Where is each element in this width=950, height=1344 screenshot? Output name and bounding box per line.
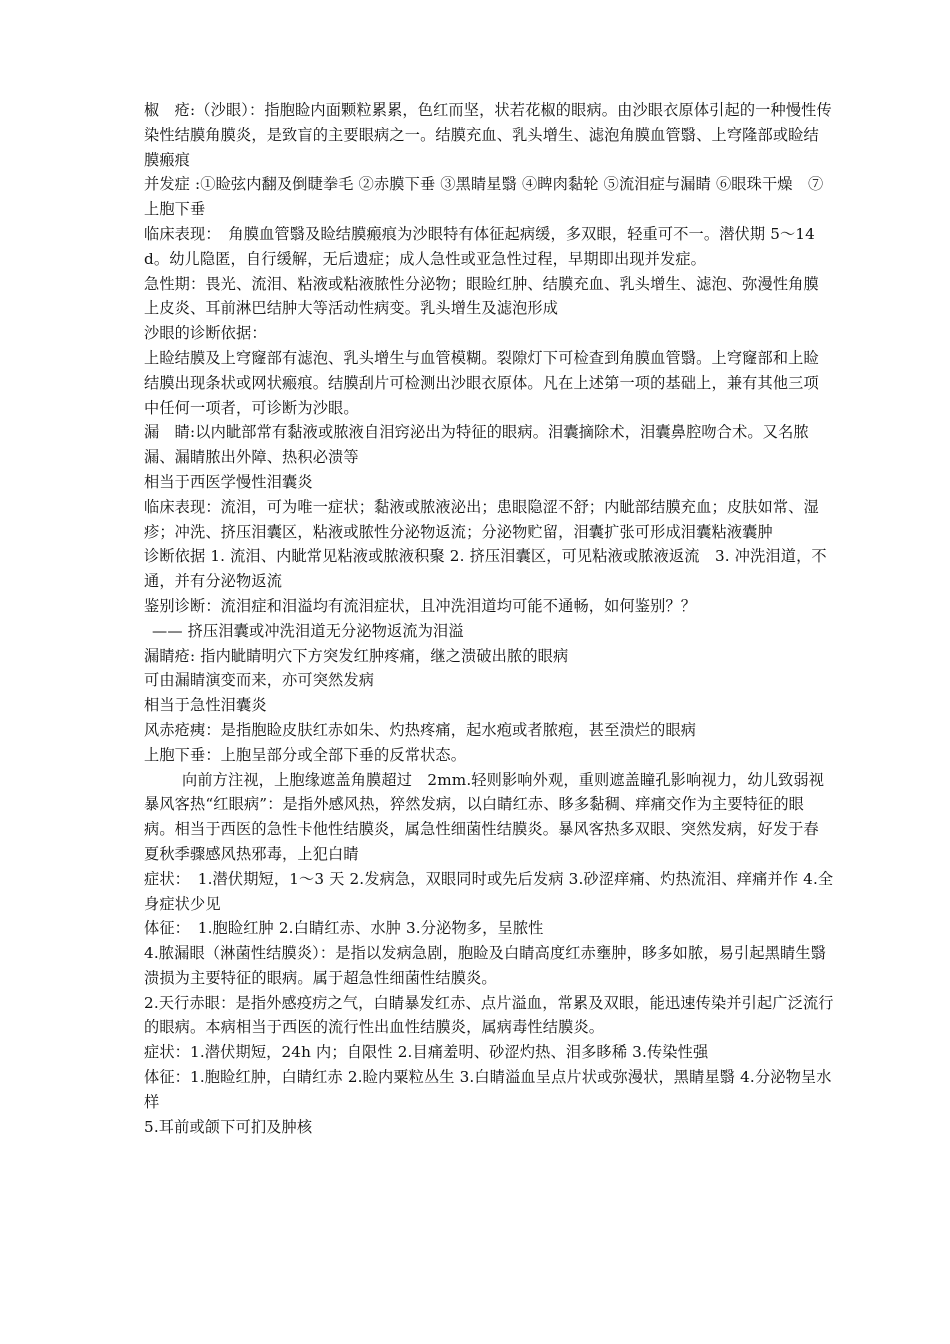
- paragraph-leak-diagnosis: 诊断依据 1. 流泪、内眦常见粘液或脓液积聚 2. 挤压泪囊区，可见粘液或脓液返流 3. 冲洗泪道，不通，并有分泌物返流: [144, 547, 827, 591]
- paragraph-epidemic-signs: 体征：1.胞睑红肿，白睛红赤 2.睑内粟粒丛生 3.白睛溢血呈点片状或弥漫状，黑睛星翳 4.分泌物呈水样: [144, 1068, 832, 1111]
- paragraph-diagnosis-basis: 上睑结膜及上穹窿部有滤泡、乳头增生与血管模糊。裂隙灯下可检查到角膜血管翳。上穹窿部和上睑结膜出现条状或网状瘢痕。结膜刮片可检测出沙眼衣原体。凡在上述第一项的基础上，兼有其他三项中任何一项者，可诊断为沙眼。: [144, 348, 819, 417]
- paragraph-ptosis: 上胞下垂：上胞呈部分或全部下垂的反常状态。: [144, 745, 467, 764]
- paragraph-diagnosis-heading: 沙眼的诊断依据：: [144, 324, 267, 343]
- paragraph-epidemic-symptoms: 症状：1.潜伏期短，24h 内；自限性 2.目痛羞明、砂涩灼热、泪多眵稀 3.传染性强: [144, 1043, 709, 1062]
- paragraph-lymph-node: 5.耳前或颌下可扪及肿核: [144, 1117, 313, 1136]
- paragraph-trachoma-definition: 椒 疮:（沙眼）：指胞睑内面颗粒累累，色红而坚，状若花椒的眼病。由沙眼衣原体引起的一种慢性传染性结膜角膜炎，是致盲的主要眼病之一。结膜充血、乳头增生、滤泡角膜血管翳、上穹隆部或睑结膜瘢痕: [144, 101, 832, 169]
- paragraph-wind-red-sore: 风赤疮痍：是指胞睑皮肤红赤如朱、灼热疼痛，起水疱或者脓疱，甚至溃烂的眼病: [144, 720, 697, 739]
- paragraph-red-eye-symptoms: 症状： 1.潜伏期短，1～3 天 2.发病急，双眼同时或先后发病 3.砂涩痒痛、灼热流泪、痒痛并作 4.全身症状少见: [144, 869, 834, 913]
- paragraph-ptosis-detail: 向前方注视，上胞缘遮盖角膜超过 2mm.轻则影响外观，重则遮盖瞳孔影响视力，幼儿致弱视: [182, 770, 825, 789]
- paragraph-differential-answer: —— 挤压泪囊或冲洗泪道无分泌物返流为泪溢: [152, 621, 464, 640]
- paragraph-epidemic-red-eye: 2.天行赤眼：是指外感疫疠之气，白睛暴发红赤、点片溢血，常累及双眼，能迅速传染并引起广泛流行的眼病。本病相当于西医的流行性出血性结膜炎，属病毒性结膜炎。: [144, 993, 834, 1037]
- paragraph-leak-sore-origin: 可由漏睛演变而来，亦可突然发病: [144, 671, 375, 690]
- paragraph-leak-sore: 漏睛疮: 指内眦睛明穴下方突发红肿疼痛，继之溃破出脓的眼病: [144, 646, 569, 665]
- paragraph-red-eye-signs: 体征： 1.胞睑红肿 2.白睛红赤、水肿 3.分泌物多，呈脓性: [144, 919, 544, 938]
- paragraph-red-eye: 暴风客热“红眼病”：是指外感风热，猝然发病，以白睛红赤、眵多黏稠、痒痛交作为主要特征的眼病。相当于西医的急性卡他性结膜炎，属急性细菌性结膜炎。暴风客热多双眼、突然发病，好发于春夏秋季骤感风热邪毒，上犯白睛: [144, 795, 819, 863]
- paragraph-complications: 并发症 :①睑弦内翻及倒睫拳毛 ②赤膜下垂 ③黑睛星翳 ④睥肉黏轮 ⑤流泪症与漏睛 ⑥眼珠干燥 ⑦上胞下垂: [144, 175, 824, 219]
- paragraph-leak-clinical: 临床表现：流泪，可为唯一症状；黏液或脓液泌出；患眼隐涩不舒；内眦部结膜充血；皮肤如常、湿疹；冲洗、挤压泪囊区，粘液或脓性分泌物返流；分泌物贮留，泪囊扩张可形成泪囊粘液囊肿: [144, 497, 819, 541]
- paragraph-gonococcal: 4.脓漏眼（淋菌性结膜炎）：是指以发病急剧，胞睑及白睛高度红赤壅肿，眵多如脓，易引起黑睛生翳溃损为主要特征的眼病。属于超急性细菌性结膜炎。: [144, 944, 827, 987]
- paragraph-acute-stage: 急性期：畏光、流泪、粘液或粘液脓性分泌物；眼睑红肿、结膜充血、乳头增生、滤泡、弥漫性角膜上皮炎、耳前淋巴结肿大等活动性病变。乳头增生及滤泡形成: [144, 274, 819, 318]
- paragraph-chronic-dacryocystitis: 相当于西医学慢性泪囊炎: [144, 472, 313, 491]
- paragraph-clinical-manifestation: 临床表现： 角膜血管翳及睑结膜瘢痕为沙眼特有体征起病缓，多双眼，轻重可不一。潜伏期 5～14d。幼儿隐匿，自行缓解，无后遗症；成人急性或亚急性过程，早期即出现并发症。: [144, 224, 815, 268]
- paragraph-differential-diagnosis: 鉴别诊断：流泪症和泪溢均有流泪症状，且冲洗泪道均可能不通畅，如何鉴别？？: [144, 596, 697, 615]
- paragraph-lacrimal-leak: 漏 睛:以内眦部常有黏液或脓液自泪窍泌出为特征的眼病。泪囊摘除术，泪囊鼻腔吻合术。又名脓漏、漏睛脓出外障、热积必溃等: [144, 423, 809, 467]
- paragraph-acute-dacryocystitis: 相当于急性泪囊炎: [144, 696, 267, 715]
- document-body: [144, 98, 834, 1139]
